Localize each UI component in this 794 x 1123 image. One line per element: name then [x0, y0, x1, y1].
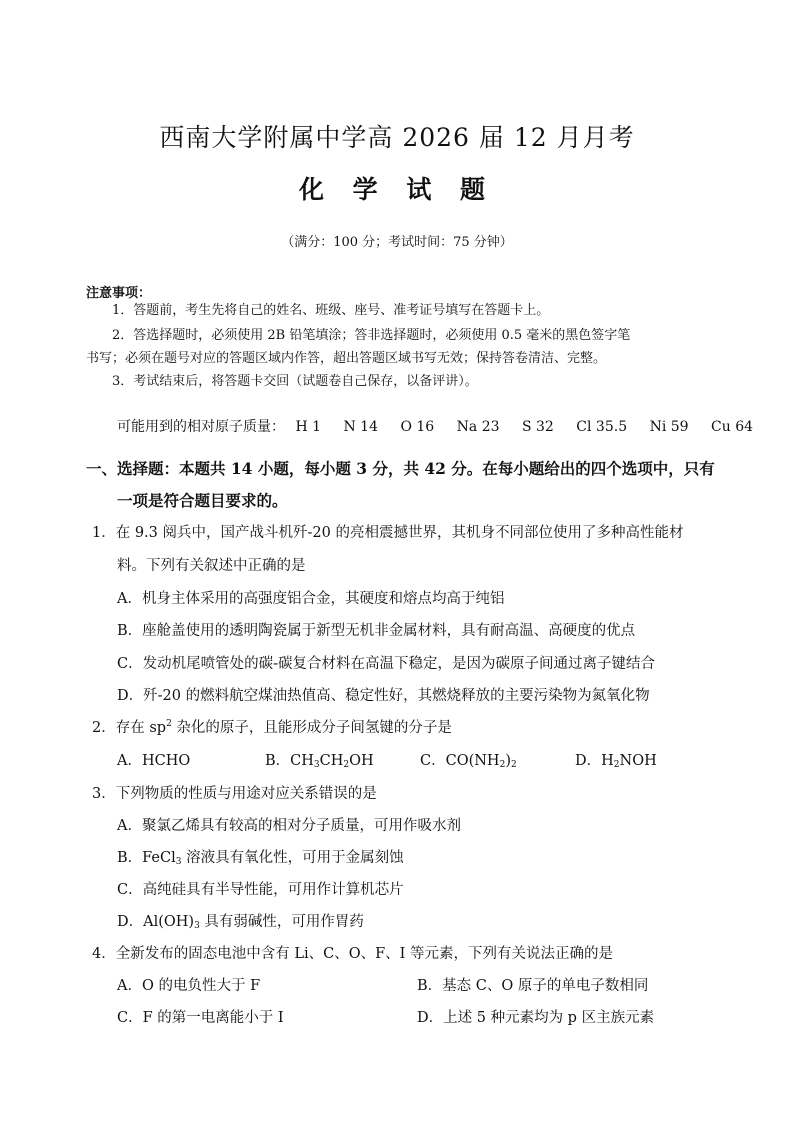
mass-item: S 32	[521, 419, 554, 435]
subject-title: 化 学 试 题	[298, 175, 496, 204]
mass-item: Ni 59	[649, 419, 689, 435]
q4-option-c: C．F 的第一电离能小于 I	[117, 1010, 284, 1026]
q2-option-d-post: NOH	[619, 753, 657, 769]
notice-item-3: 3．考试结束后，将答题卡交回（试题卷自己保存，以备评讲）。	[112, 374, 478, 389]
q2-stem-post: 杂化的原子，且能形成分子间氢键的分子是	[171, 720, 452, 736]
q3-option-b-pre: B．FeCl	[117, 850, 176, 866]
section-heading-line1: 一、选择题：本题共 14 小题，每小题 3 分，共 42 分。在每小题给出的四个选项中，只有	[86, 459, 715, 478]
q2-option-c-post: )	[505, 753, 511, 769]
mass-item: Cu 64	[711, 419, 754, 435]
q2-option-b-post: $CH_2OH$	[319, 753, 374, 770]
q1-option-b: B．座舱盖使用的透明陶瓷属于新型无机非金属材料，具有耐高温、高硬度的优点	[117, 623, 636, 639]
q3-option-d-pre: D．Al(OH)	[117, 914, 195, 930]
mass-item: Cl 35.5	[576, 419, 628, 435]
mass-item: N 14	[343, 419, 378, 435]
q2-option-d-sub: 2	[613, 760, 620, 770]
q4-option-b: B．基态 C、O 原子的单电子数相同	[417, 978, 649, 994]
atomic-masses-label: 可能用到的相对原子质量：	[117, 419, 285, 435]
q3-option-b-post: 溶液具有氧化性，可用于金属刻蚀	[181, 850, 404, 866]
q3-option-b-sub: 3	[175, 857, 182, 867]
q3-stem: 3．下列物质的性质与用途对应关系错误的是	[92, 786, 377, 802]
q1-option-a: A．机身主体采用的高强度铝合金，其硬度和熔点均高于纯铝	[117, 591, 505, 607]
section-heading-line2: 一项是符合题目要求的。	[117, 491, 288, 510]
q4-option-d: D．上述 5 种元素均为 p 区主族元素	[417, 1010, 655, 1026]
q2-stem-pre: 2．存在 sp	[92, 720, 167, 736]
q2-option-d-pre: D．H	[575, 753, 614, 769]
q2-option-b-pre: B．CH	[265, 753, 314, 769]
mass-item: O 16	[400, 419, 435, 435]
q3-option-b	[117, 846, 404, 867]
q3-option-c: C．高纯硅具有半导性能，可用作计算机芯片	[117, 882, 404, 898]
q2-option-b-sub: 3	[313, 760, 320, 770]
q2-option-c-sub2: 2	[510, 760, 517, 770]
score-info: （满分：100 分；考试时间：75 分钟）	[281, 235, 513, 250]
q3-option-d-sub: 3	[194, 921, 200, 931]
exam-title: 西南大学附属中学高 2026 届 12 月月考	[159, 123, 635, 152]
q1-stem-a: 1．在 9.3 阅兵中，国产战斗机歼-20 的亮相震撼世界，其机身不同部位使用了多种高性能材	[92, 525, 684, 541]
notice-heading: 注意事项：	[86, 286, 152, 301]
mass-item: Na 23	[456, 419, 500, 435]
q3-option-d-post: 具有弱碱性，可用作胃药	[199, 914, 364, 930]
q2-option-c	[420, 749, 517, 770]
q2-option-d	[575, 749, 657, 770]
atomic-masses	[117, 416, 771, 436]
notice-item-2a: 2．答选择题时，必须使用 2B 铅笔填涂；答非选择题时，必须使用 0.5 毫米的黑色签字笔	[112, 328, 631, 343]
mass-item: H 1	[295, 419, 322, 435]
notice-item-1: 1．答题前，考生先将自己的姓名、班级、座号、准考证号填写在答题卡上。	[112, 303, 550, 318]
q3-option-d	[117, 910, 364, 931]
q3-option-a: A．聚氯乙烯具有较高的相对分子质量，可用作吸水剂	[117, 818, 461, 834]
q2-option-a: A．HCHO	[117, 753, 191, 769]
q4-stem: 4．全新发布的固态电池中含有 Li、C、O、F、I 等元素，下列有关说法正确的是	[92, 946, 613, 962]
q2-stem-sup: 2	[166, 719, 172, 729]
q1-option-c: C．发动机尾喷管处的碳-碳复合材料在高温下稳定，是因为碳原子间通过离子键结合	[117, 656, 655, 672]
q1-stem-b: 料。下列有关叙述中正确的是	[117, 558, 306, 574]
q2-option-b	[265, 749, 374, 770]
q2-stem	[92, 716, 452, 737]
q2-option-c-pre: C．CO(NH	[420, 753, 500, 769]
q4-option-a: A．O 的电负性大于 F	[117, 978, 261, 994]
q2-option-c-sub1: 2	[499, 760, 506, 770]
notice-item-2b: 书写；必须在题号对应的答题区域内作答，超出答题区域书写无效；保持答卷清洁、完整。	[86, 351, 607, 366]
q1-option-d: D．歼-20 的燃料航空煤油热值高、稳定性好，其燃烧释放的主要污染物为氮氧化物	[117, 688, 650, 704]
